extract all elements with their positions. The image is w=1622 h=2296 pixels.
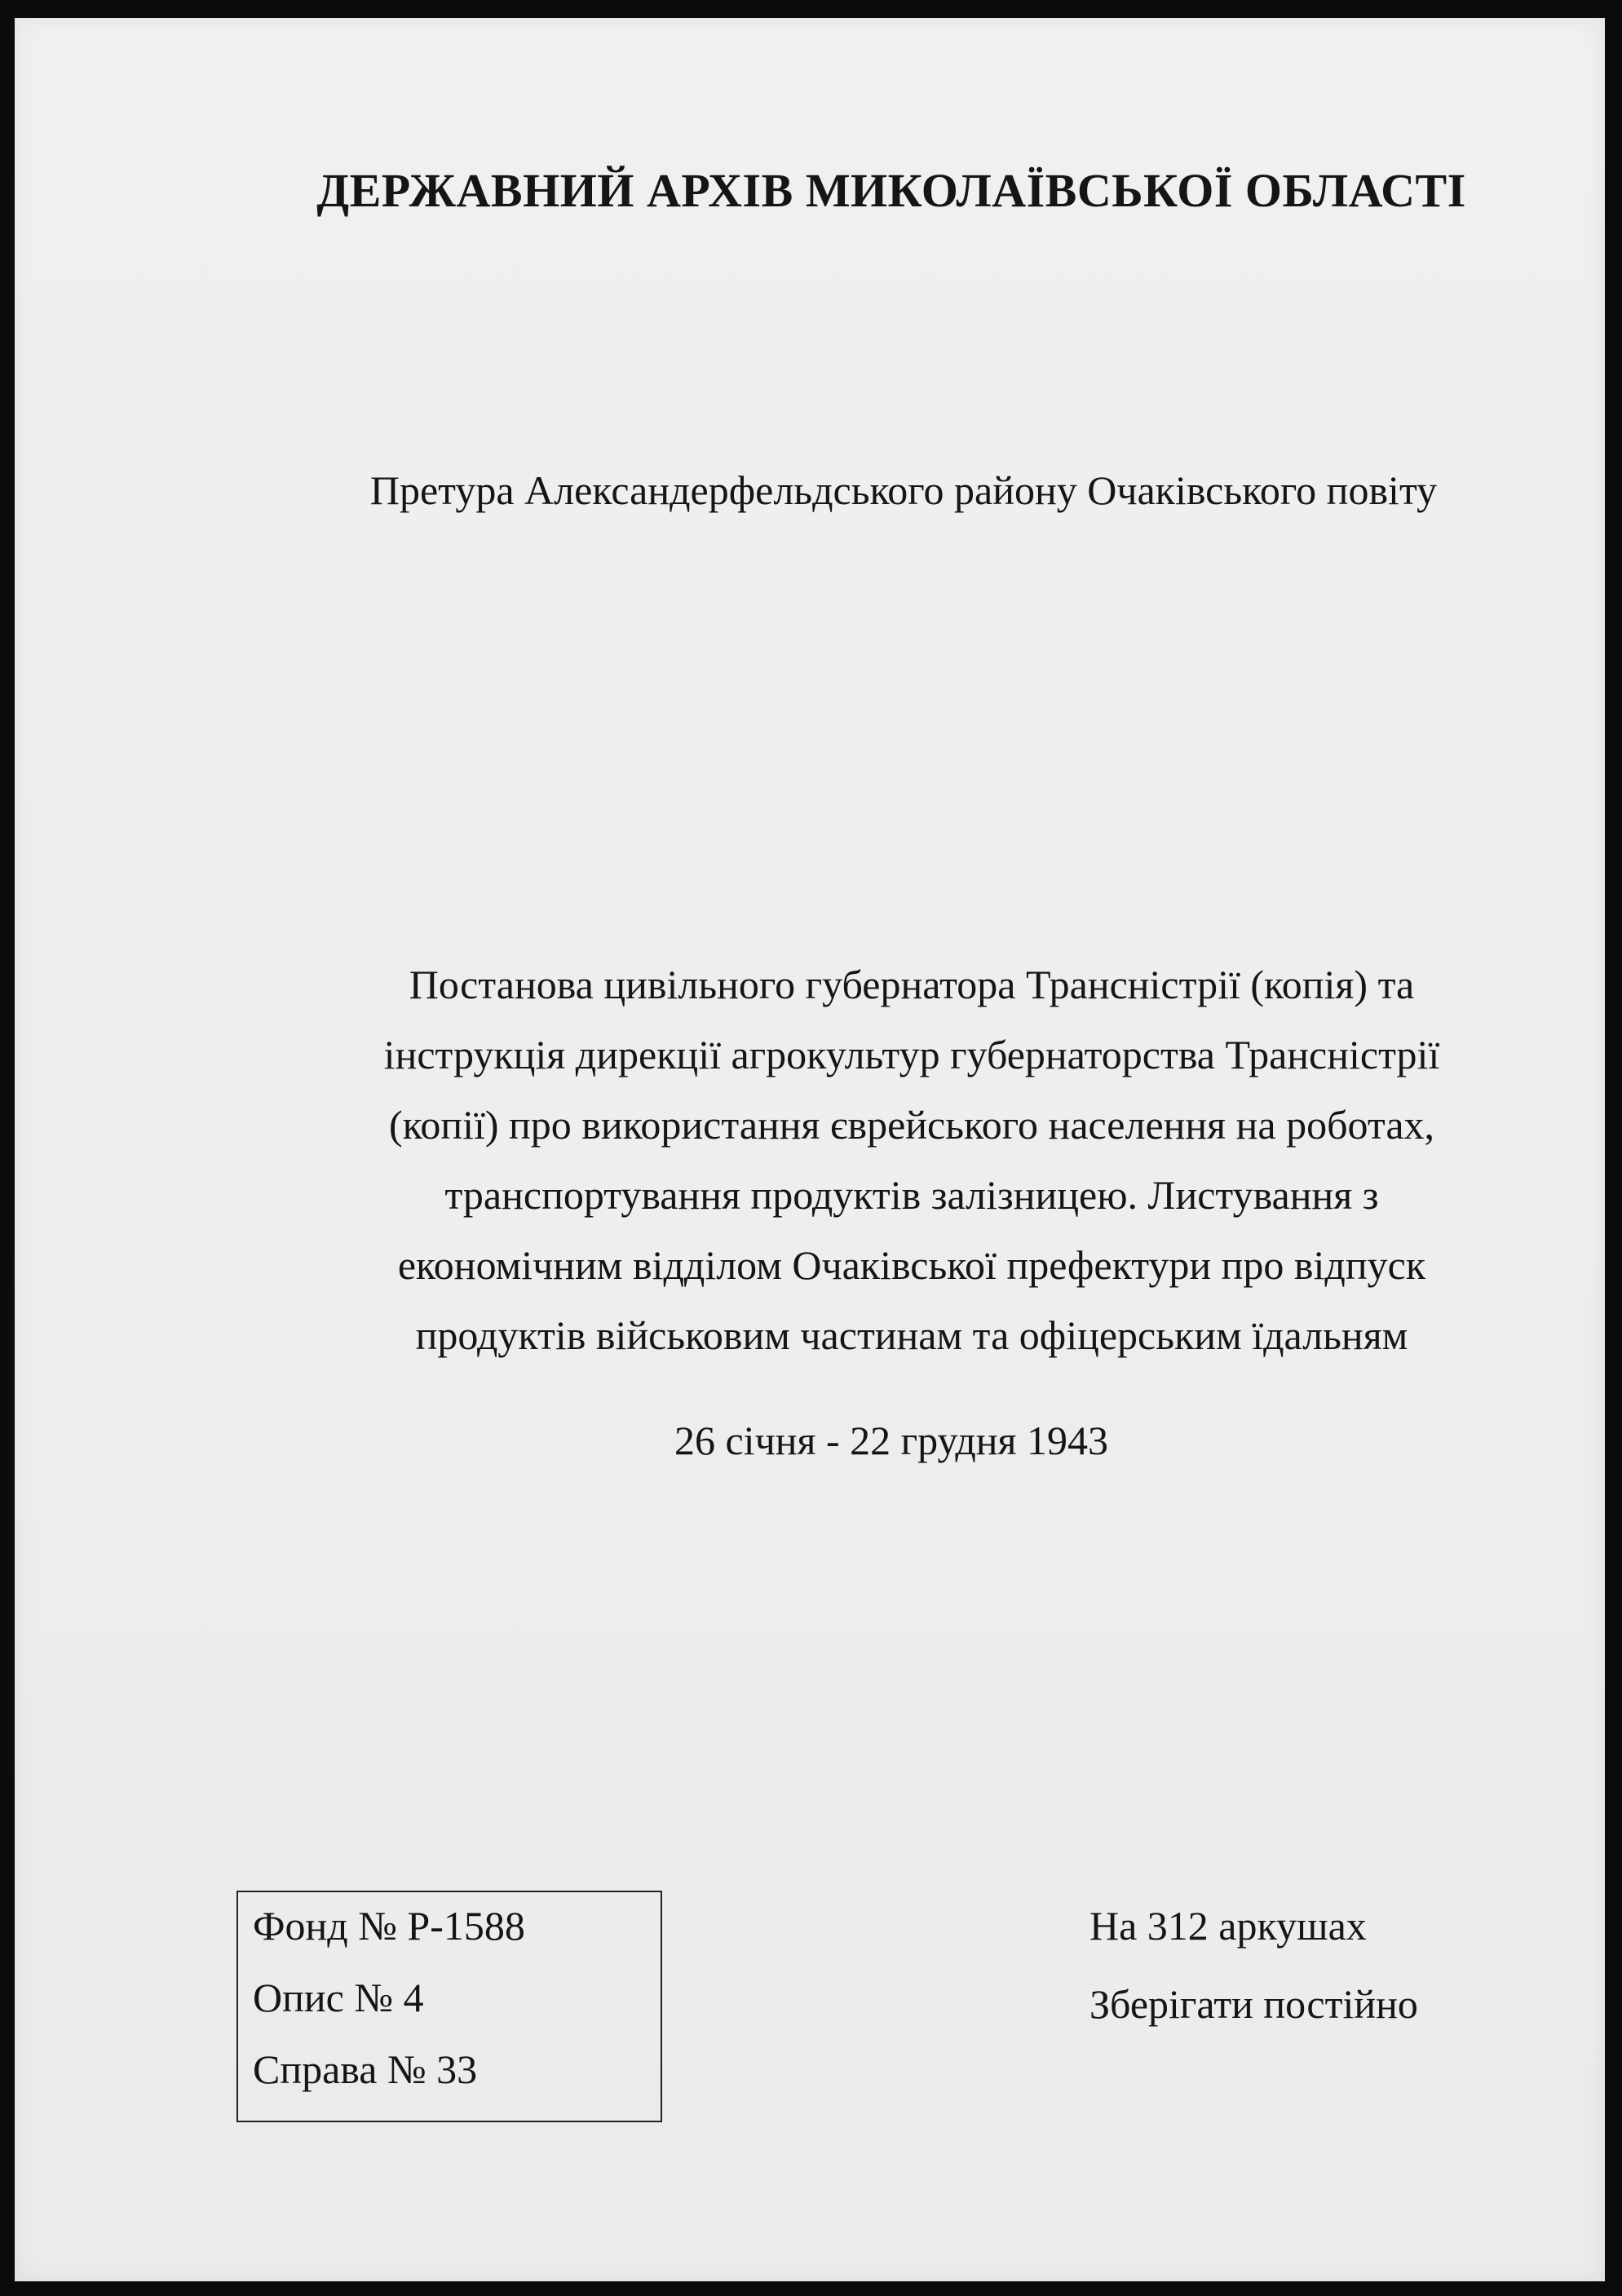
description-line: (копії) про використання єврейського населення на роботах,	[388, 1102, 1435, 1148]
sheet-count: На 312 аркушах	[1089, 1903, 1367, 1949]
archive-code-box	[236, 1891, 662, 2122]
fond-number: Фонд № Р-1588	[253, 1903, 525, 1949]
date-range: 26 січня - 22 грудня 1943	[674, 1418, 1109, 1463]
retention-note: Зберігати постійно	[1089, 1981, 1418, 2027]
opys-number: Опис № 4	[253, 1975, 424, 2020]
description-line: інструкція дирекції агрокультур губернаторства Трансністрії	[383, 1032, 1440, 1077]
archive-title: ДЕРЖАВНИЙ АРХІВ МИКОЛАЇВСЬКОЇ ОБЛАСТІ	[316, 164, 1466, 217]
fond-creator: Претура Александерфельдського району Очаківського повіту	[369, 467, 1438, 513]
description-line: економічним відділом Очаківської префектури про відпуск	[397, 1242, 1426, 1288]
paper-sheet	[15, 18, 1605, 2281]
case-description	[243, 949, 1580, 1370]
description-line: транспортування продуктів залізницею. Листування з	[444, 1172, 1379, 1218]
description-line: Постанова цивільного губернатора Трансністрії (копія) та	[409, 962, 1415, 1007]
sprava-number: Справа № 33	[253, 2046, 478, 2092]
description-line: продуктів військовим частинам та офіцерським їдальням	[415, 1312, 1408, 1358]
